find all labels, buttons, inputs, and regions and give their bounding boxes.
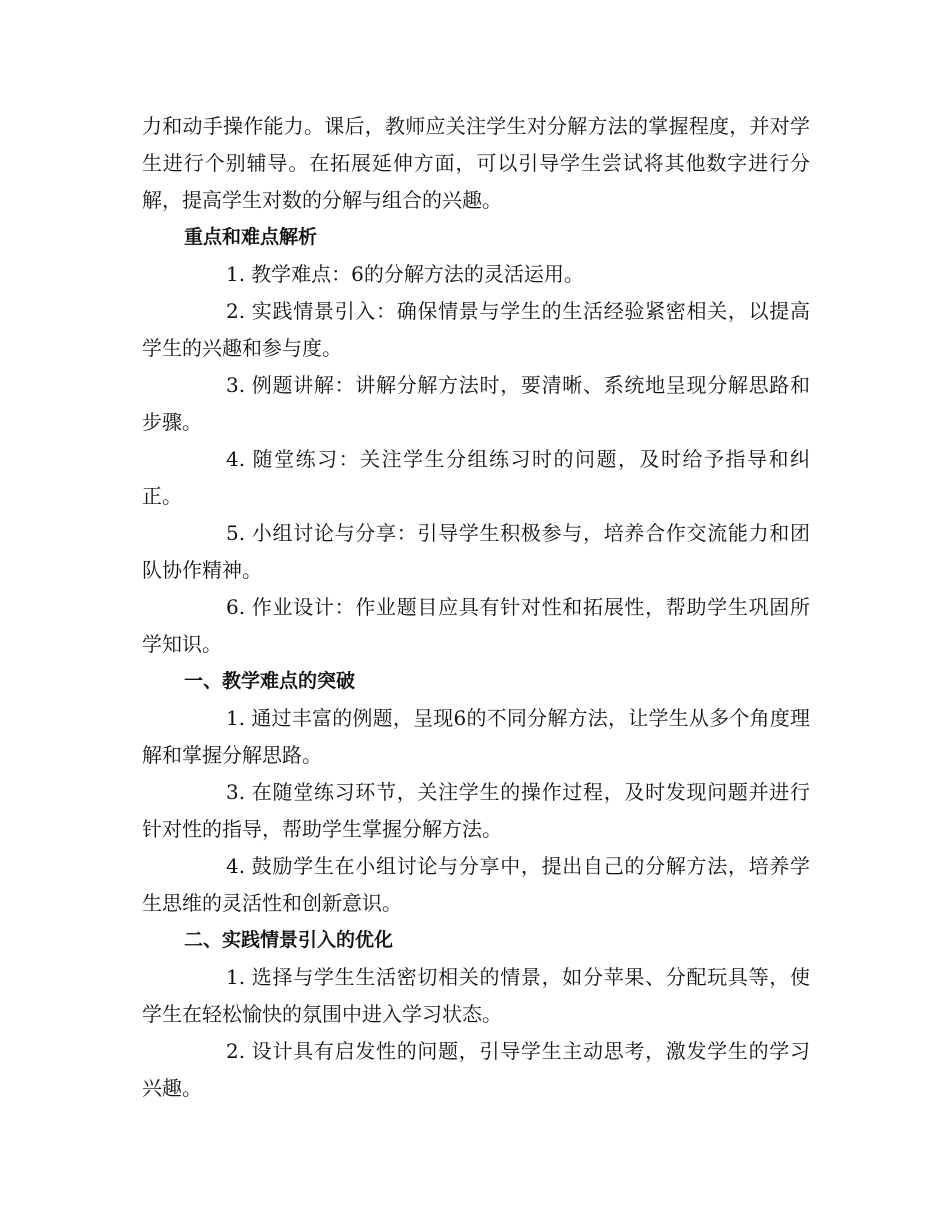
item-text: 例题讲解：讲解分解方法时，要清晰、系统地呈现分解思路和步骤。 (142, 373, 810, 434)
item-number: 4. (226, 447, 246, 471)
list-item (142, 589, 810, 663)
document-body (142, 108, 810, 1107)
item-number: 4. (226, 854, 246, 878)
item-text: 通过丰富的例题，呈现6的不同分解方法，让学生从多个角度理解和掌握分解思路。 (142, 706, 810, 767)
list-item (142, 959, 810, 1033)
list-item (142, 700, 810, 774)
item-text: 随堂练习：关注学生分组练习时的问题，及时给予指导和纠正。 (142, 447, 810, 508)
intro-paragraph: 力和动手操作能力。课后，教师应关注学生对分解方法的掌握程度，并对学生进行个别辅导。在拓展延伸方面，可以引导学生尝试将其他数字进行分解，提高学生对数的分解与组合的兴趣。 (142, 114, 810, 212)
list-item (142, 293, 810, 367)
list-item (142, 1033, 810, 1107)
section-heading-practice: 二、实践情景引入的优化 (184, 929, 394, 951)
item-text: 选择与学生生活密切相关的情景，如分苹果、分配玩具等，使学生在轻松愉快的氛围中进入学习状态。 (142, 965, 810, 1026)
item-text: 实践情景引入：确保情景与学生的生活经验紧密相关，以提高学生的兴趣和参与度。 (142, 299, 810, 360)
item-number: 1. (226, 262, 246, 286)
item-number: 2. (226, 299, 246, 323)
item-number: 6. (226, 595, 246, 619)
item-number: 2. (226, 1039, 246, 1063)
item-number: 1. (226, 965, 246, 989)
item-text: 教学难点：6的分解方法的灵活运用。 (251, 262, 584, 286)
item-text: 在随堂练习环节，关注学生的操作过程，及时发现问题并进行针对性的指导，帮助学生掌握分解方法。 (142, 780, 810, 841)
list-item (142, 441, 810, 515)
section-heading-difficulty: 一、教学难点的突破 (184, 670, 356, 692)
item-number: 3. (226, 780, 246, 804)
list-item (142, 256, 810, 293)
list-item (142, 774, 810, 848)
item-text: 鼓励学生在小组讨论与分享中，提出自己的分解方法，培养学生思维的灵活性和创新意识。 (142, 854, 810, 915)
item-text: 作业设计：作业题目应具有针对性和拓展性，帮助学生巩固所学知识。 (142, 595, 810, 656)
item-text: 小组讨论与分享：引导学生积极参与，培养合作交流能力和团队协作精神。 (142, 521, 810, 582)
list-item (142, 848, 810, 922)
item-number: 3. (226, 373, 246, 397)
list-item (142, 367, 810, 441)
item-number: 1. (226, 706, 246, 730)
section-heading-key-points: 重点和难点解析 (184, 226, 318, 248)
item-number: 5. (226, 521, 246, 545)
list-item (142, 515, 810, 589)
item-text: 设计具有启发性的问题，引导学生主动思考，激发学生的学习兴趣。 (142, 1039, 810, 1100)
